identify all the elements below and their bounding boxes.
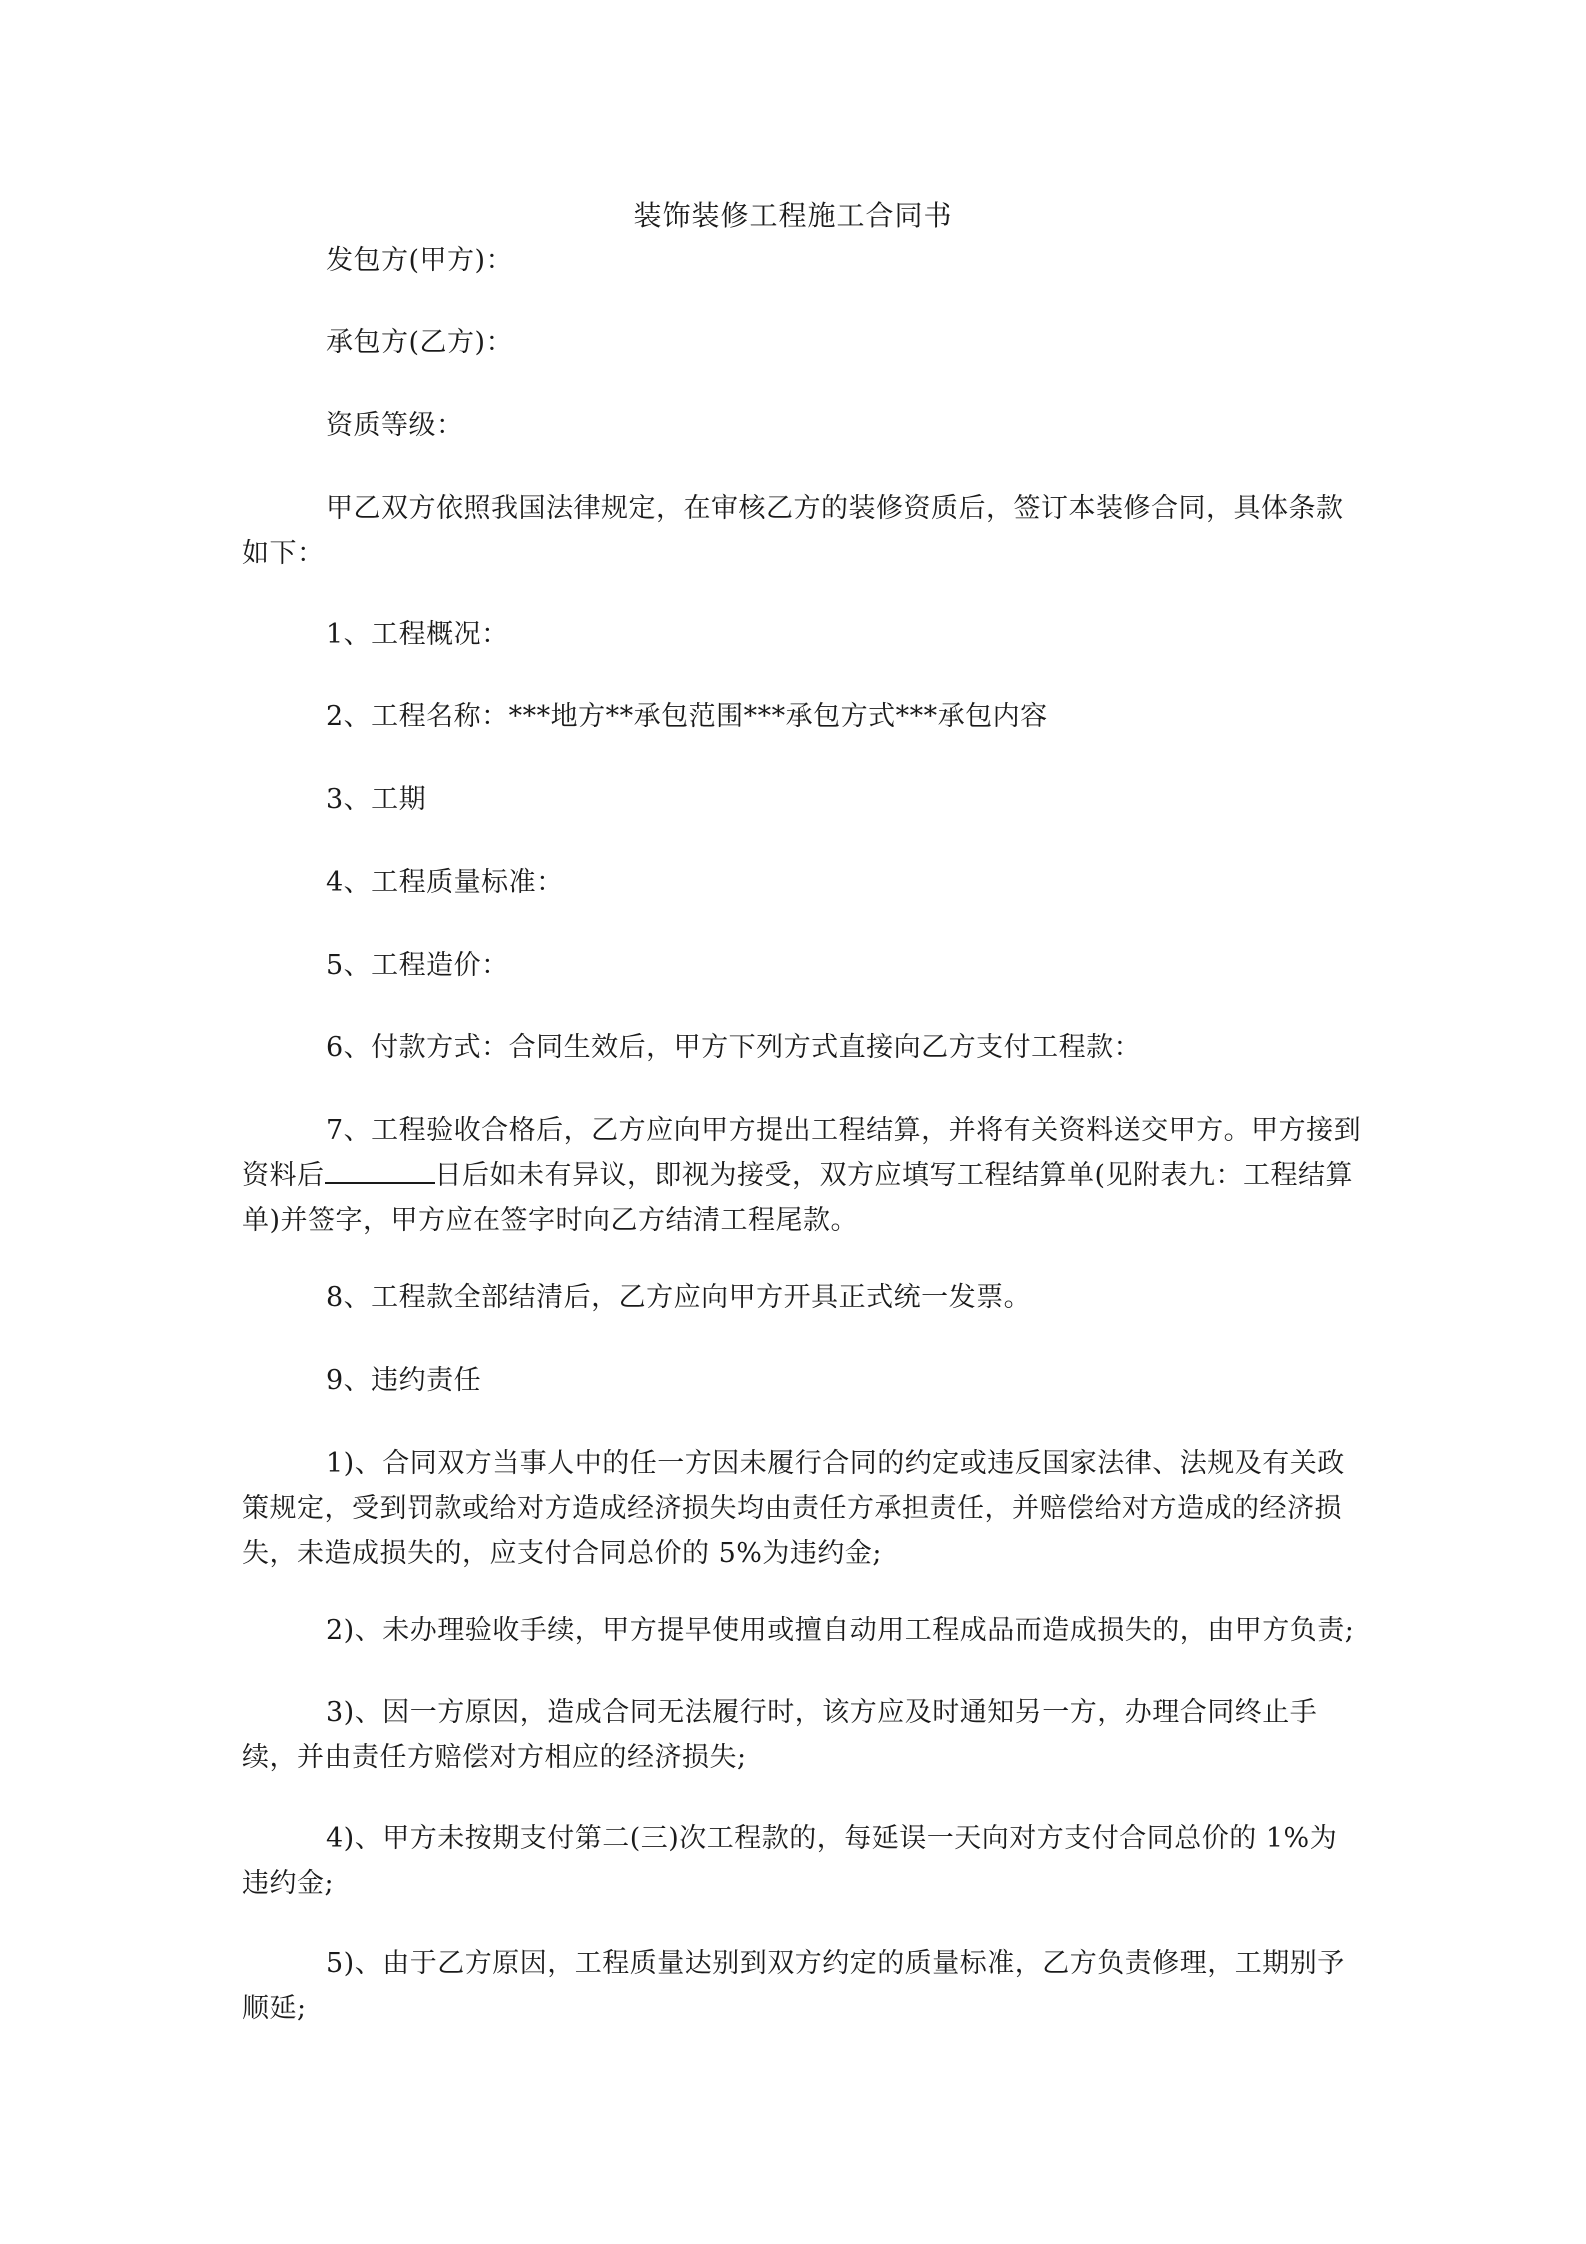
- item-3: 3、工期: [326, 784, 427, 815]
- party-a-line: 发包方(甲方)：: [326, 245, 514, 276]
- document-title: 装饰装修工程施工合同书: [633, 199, 953, 232]
- item-7-text-after-blank: 日后如未有异议，即视为接受，双方应填写工程结算单(见附表九：工程结算单)并签字，甲方应在签字时向乙方结清工程尾款。: [242, 1160, 1354, 1236]
- qualification-line: 资质等级：: [326, 410, 464, 441]
- item-1: 1、工程概况：: [326, 619, 509, 650]
- item-8: 8、工程款全部结清后，乙方应向甲方开具正式统一发票。: [326, 1282, 1032, 1313]
- clause-2: 2)、未办理验收手续，甲方提早使用或擅自动用工程成品而造成损失的，由甲方负责;: [326, 1615, 1355, 1646]
- item-4: 4、工程质量标准：: [326, 867, 564, 898]
- item-6: 6、付款方式：合同生效后，甲方下列方式直接向乙方支付工程款：: [326, 1032, 1142, 1063]
- fill-in-blank: [325, 1160, 435, 1184]
- item-7: [242, 1108, 1362, 1243]
- item-2: 2、工程名称：***地方**承包范围***承包方式***承包内容: [326, 701, 1048, 732]
- clause-1: 1)、合同双方当事人中的任一方因未履行合同的约定或违反国家法律、法规及有关政策规定，受到罚款或给对方造成经济损失均由责任方承担责任，并赔偿给对方造成的经济损失，未造成损失的，应支付合同总价的 5%为违约金;: [242, 1448, 1345, 1569]
- item-5: 5、工程造价：: [326, 950, 509, 981]
- party-b-line: 承包方(乙方)：: [326, 327, 514, 358]
- clause-5: 5)、由于乙方原因，工程质量达别到双方约定的质量标准，乙方负责修理，工期别予顺延;: [242, 1948, 1345, 2024]
- clause-3: 3)、因一方原因，造成合同无法履行时，该方应及时通知另一方，办理合同终止手续，并由责任方赔偿对方相应的经济损失;: [242, 1697, 1318, 1773]
- intro-paragraph: 甲乙双方依照我国法律规定，在审核乙方的装修资质后，签订本装修合同，具体条款如下：: [242, 493, 1344, 569]
- item-9: 9、违约责任: [326, 1365, 482, 1396]
- clause-4: 4)、甲方未按期支付第二(三)次工程款的，每延误一天向对方支付合同总价的 1%为违约金;: [242, 1823, 1338, 1899]
- item-7-text-before-blank: 7、工程验收合格后，乙方应向甲方提出工程结算，并将有关资料送交甲方。甲方接到资料后: [242, 1115, 1362, 1191]
